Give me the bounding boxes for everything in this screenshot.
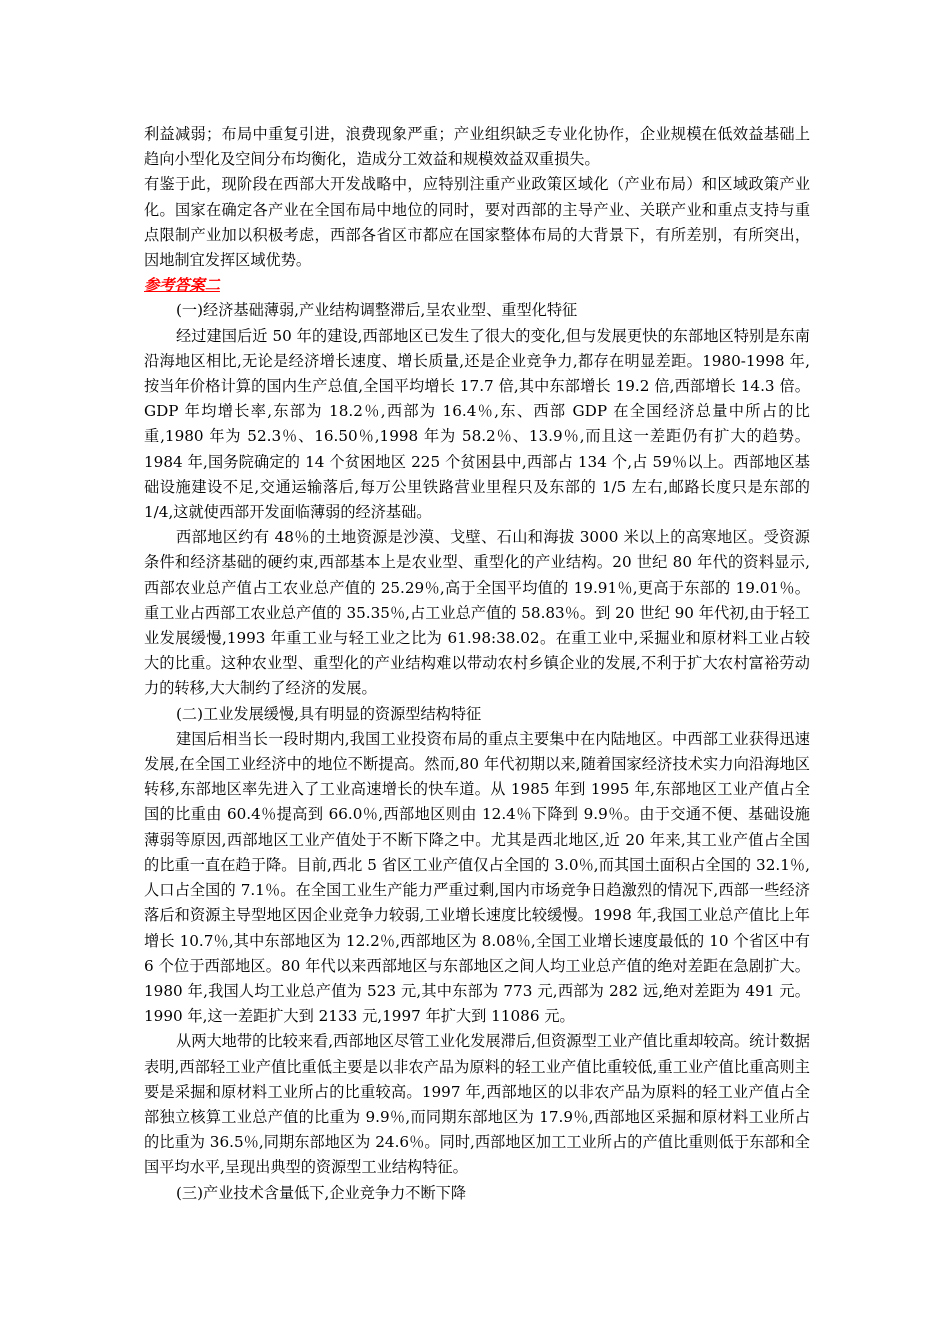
- section1-paragraph-2: 西部地区约有 48％的土地资源是沙漠、戈壁、石山和海拔 3000 米以上的高寒地区。受资源条件和经济基础的硬约束,西部基本上是农业型、重型化的产业结构。20 世纪 80 年代的资料显示,西部农业总产值占工农业总产值的 25.29％,高于全国平均值的 19.91％,更高于东部的 19.01％。重工业占西部工农业总产值的 35.35％,占工业总产值的 58.83％。到 20 世纪 90 年代初,由于轻工业发展缓慢,1993 年重工业与轻工业之比为 61.98:38.02。在重工业中,采掘业和原材料工业占较大的比重。这种农业型、重型化的产业结构难以带动农村乡镇企业的发展,不利于扩大农村富裕劳动力的转移,大大制约了经济的发展。: [144, 528, 810, 698]
- section2-paragraph-2: 从两大地带的比较来看,西部地区尽管工业化发展滞后,但资源型工业产值比重却较高。统计数据表明,西部轻工业产值比重低主要是以非农产品为原料的轻工业产值比重较低,重工业产值比重高则主要是采掘和原材料工业所占的比重较高。1997 年,西部地区的以非农产品为原料的轻工业产值占全部独立核算工业总产值的比重为 9.9％,而同期东部地区为 17.9％,西部地区采掘和原材料工业所占的比重为 36.5％,同期东部地区为 24.6％。同时,西部地区加工工业所占的产值比重则低于东部和全国平均水平,呈现出典型的资源型工业结构特征。: [144, 1032, 810, 1177]
- intro-paragraph-2: 有鉴于此，现阶段在西部大开发战略中，应特别注重产业政策区域化（产业布局）和区域政策产业化。国家在确定各产业在全国布局中地位的同时，要对西部的主导产业、关联产业和重点支持与重点限制产业加以积极考虑，西部各省区市都应在国家整体布局的大背景下，有所差别，有所突出，因地制宜发挥区域优势。: [144, 175, 810, 270]
- section2-paragraph-1: 建国后相当长一段时期内,我国工业投资布局的重点主要集中在内陆地区。中西部工业获得迅速发展,在全国工业经济中的地位不断提高。然而,80 年代初期以来,随着国家经济技术实力向沿海地区转移,东部地区率先进入了工业高速增长的快车道。从 1985 年到 1995 年,东部地区工业产值占全国的比重由 60.4％提高到 66.0％,西部地区则由 12.4％下降到 9.9％。由于交通不便、基础设施薄弱等原因,西部地区工业产值处于不断下降之中。尤其是西北地区,近 20 年来,其工业产值占全国的比重一直在趋于降。目前,西北 5 省区工业产值仅占全国的 3.0％,而其国土面积占全国的 32.1％,人口占全国的 7.1％。在全国工业生产能力严重过剩,国内市场竞争日趋激烈的情况下,西部一些经济落后和资源主导型地区因企业竞争力较弱,工业增长速度比较缓慢。1998 年,我国工业总产值比上年增长 10.7％,其中东部地区为 12.2％,西部地区为 8.08％,全国工业增长速度最低的 10 个省区中有 6 个位于西部地区。80 年代以来西部地区与东部地区之间人均工业总产值的绝对差距在急剧扩大。1980 年,我国人均工业总产值为 523 元,其中东部为 773 元,西部为 282 远,绝对差距为 491 元。1990 年,这一差距扩大到 2133 元,1997 年扩大到 11086 元。: [144, 729, 810, 1026]
- answer-heading: 参考答案二: [144, 276, 220, 295]
- document-page: [144, 122, 810, 1206]
- intro-paragraph-1: 利益减弱；布局中重复引进，浪费现象严重；产业组织缺乏专业化协作，企业规模在低效益基础上趋向小型化及空间分布均衡化，造成分工效益和规模效益双重损失。: [144, 125, 810, 169]
- section-heading-1: (一)经济基础薄弱,产业结构调整滞后,呈农业型、重型化特征: [176, 301, 578, 320]
- section-heading-2: (二)工业发展缓慢,具有明显的资源型结构特征: [176, 704, 482, 723]
- section1-paragraph-1: 经过建国后近 50 年的建设,西部地区已发生了很大的变化,但与发展更快的东部地区特别是东南沿海地区相比,无论是经济增长速度、增长质量,还是企业竞争力,都存在明显差距。1980-1998 年,按当年价格计算的国内生产总值,全国平均增长 17.7 倍,其中东部增长 19.2 倍,西部增长 14.3 倍。GDP 年均增长率,东部为 18.2％,西部为 16.4％,东、西部 GDP 在全国经济总量中所占的比重,1980 年为 52.3％、16.50％,1998 年为 58.2％、13.9％,而且这一差距仍有扩大的趋势。1984 年,国务院确定的 14 个贫困地区 225 个贫困县中,西部占 134 个,占 59％以上。西部地区基础设施建设不足,交通运输落后,每万公里铁路营业里程只及东部的 1/5 左右,邮路长度只是东部的 1/4,这就使西部开发面临薄弱的经济基础。: [144, 326, 810, 522]
- section-heading-3: (三)产业技术含量低下,企业竞争力不断下降: [176, 1183, 467, 1202]
